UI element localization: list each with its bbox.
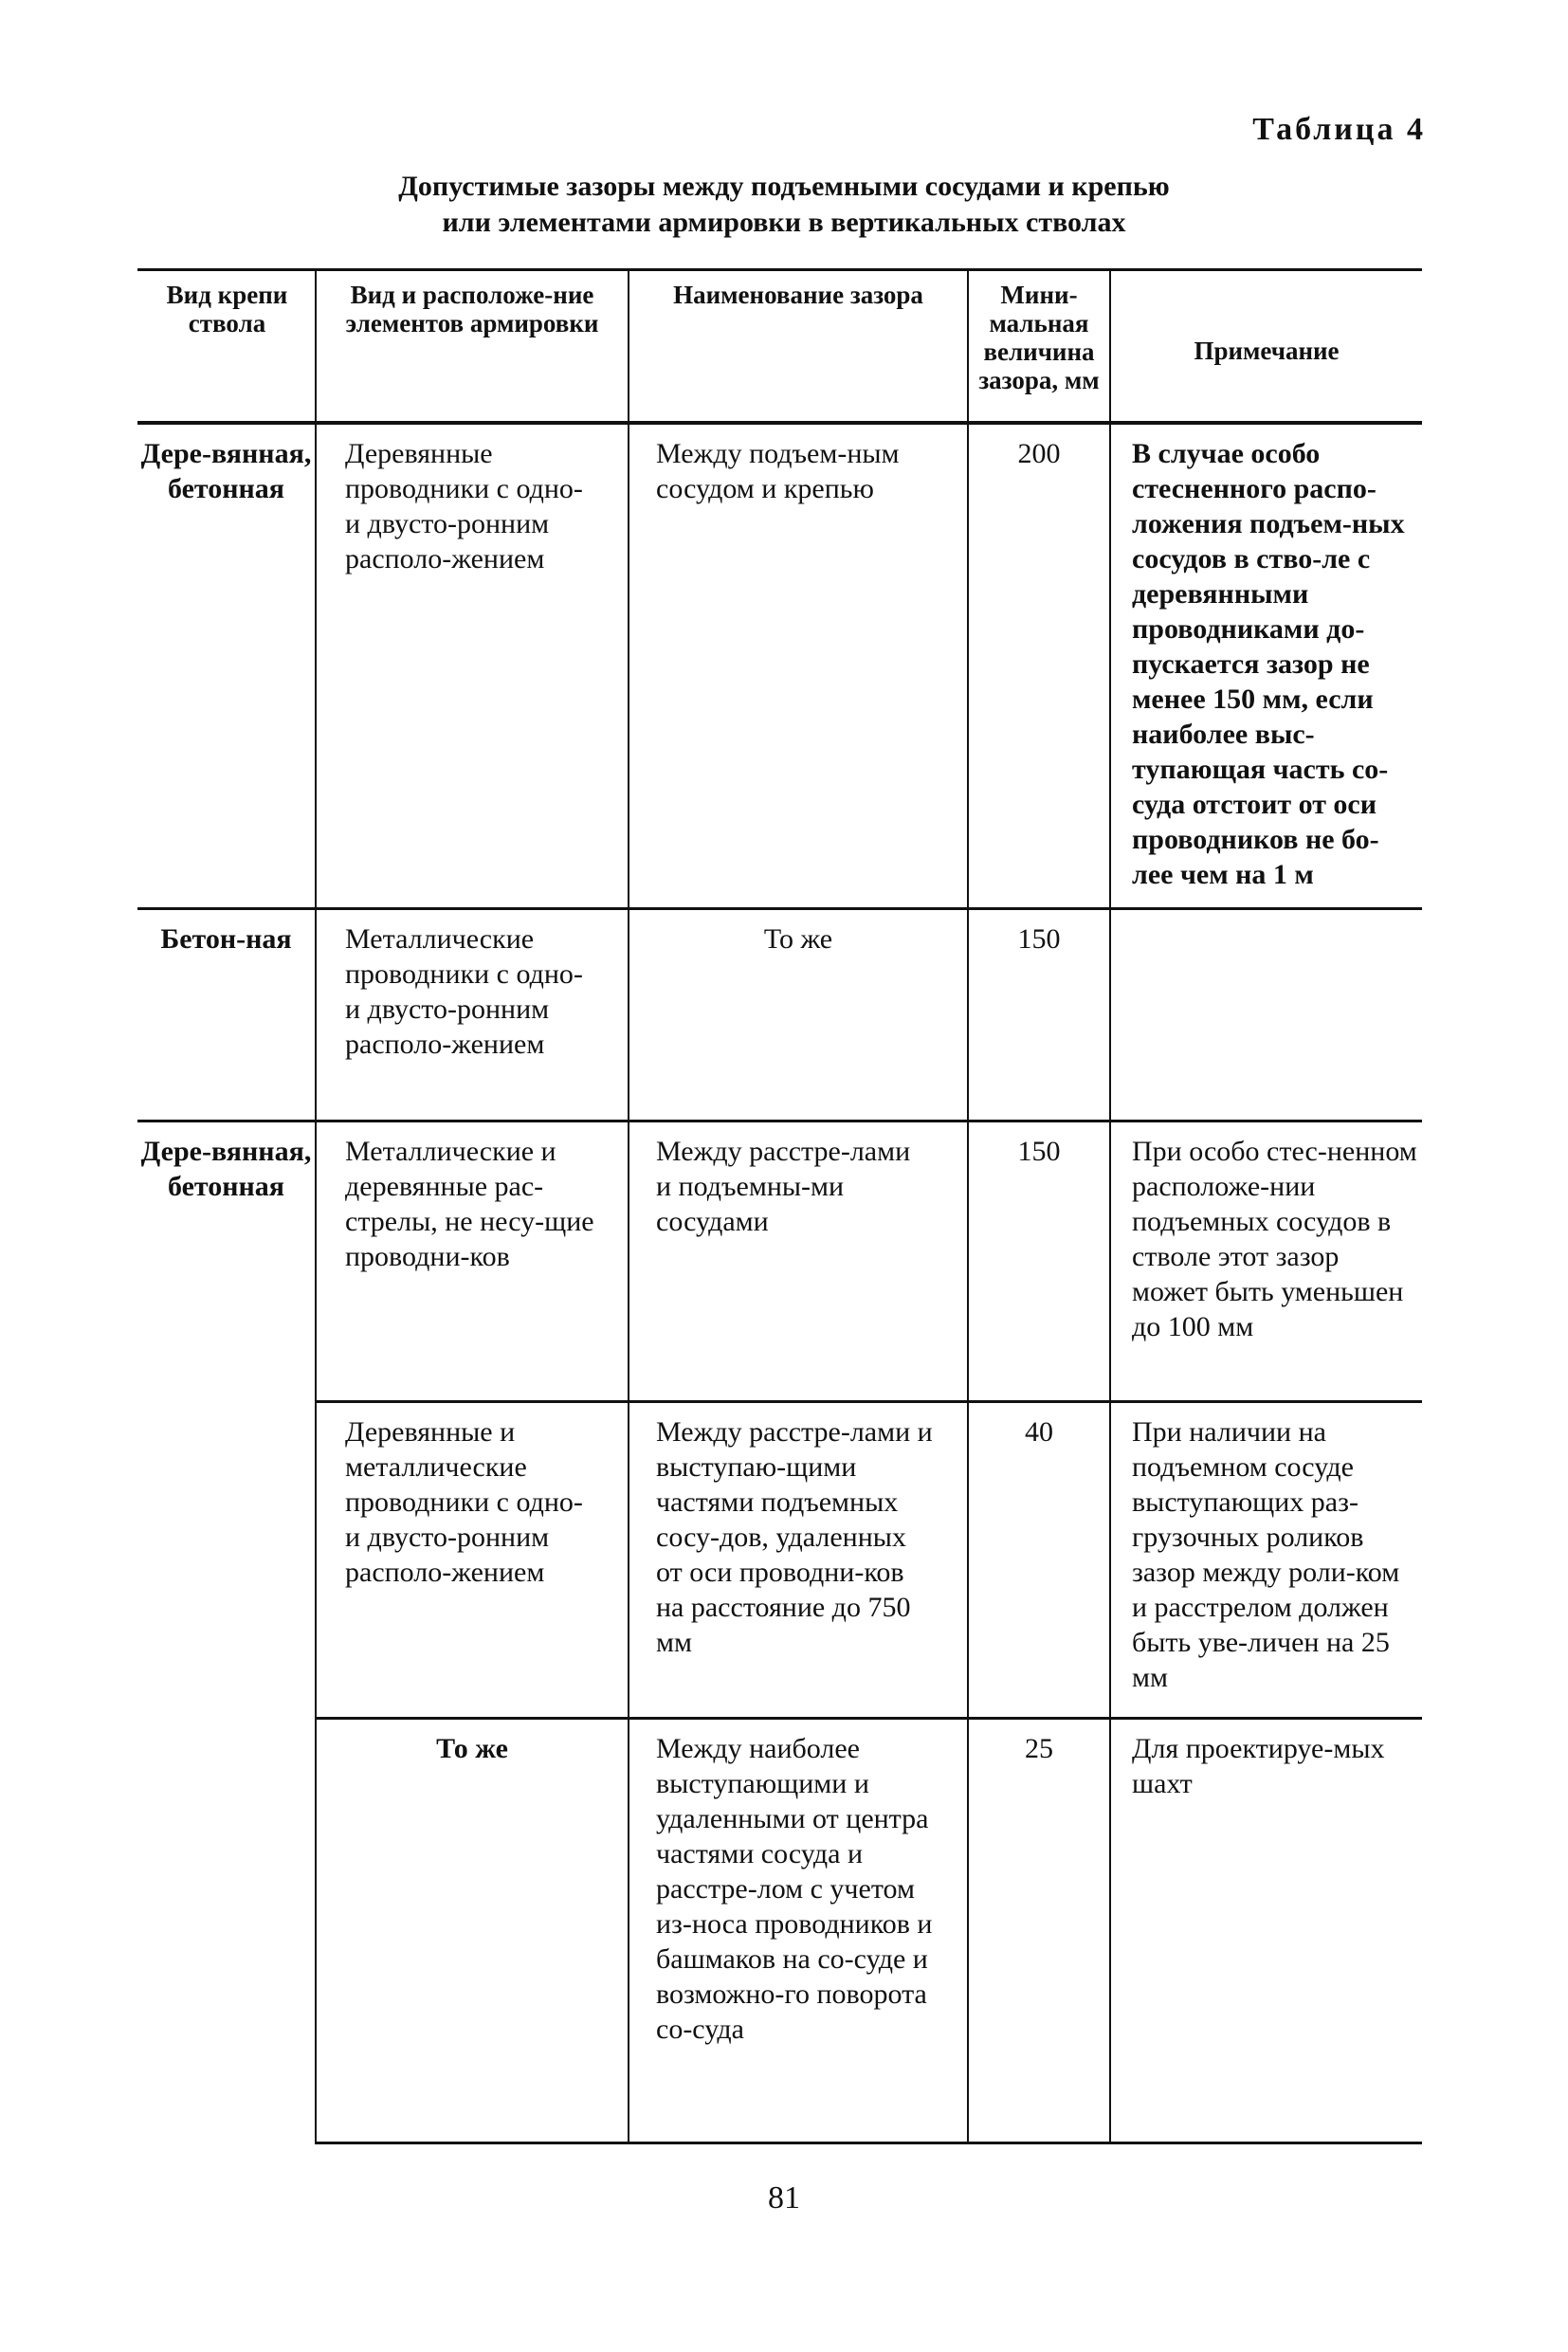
- header-gap-name: Наименование зазора: [629, 270, 968, 424]
- table-row: [137, 1121, 1422, 1401]
- cell-min-gap: 150: [968, 908, 1110, 1121]
- clearance-table: [137, 268, 1422, 2144]
- table-label: Таблица 4: [1252, 112, 1426, 147]
- title-line-1: Допустимые зазоры между подъемными сосудами и крепью: [398, 171, 1170, 202]
- page-number: 81: [768, 2180, 800, 2215]
- table-row: [137, 1401, 1422, 1718]
- header-shaft-support: Вид крепи ствола: [137, 270, 316, 424]
- cell-note: Для проектируе-мых шахт: [1110, 1718, 1422, 2142]
- cell-note: В случае особо стесненного распо-ложения подъем-ных сосудов в ство-ле с деревянными проводниками до-пускается зазор не менее 150 мм, если наиболее выс-тупающая часть со-суда отстоит от оси проводников не бо-лее чем на 1 м: [1110, 423, 1422, 908]
- cell-shaft-support: Бетон-ная: [137, 908, 316, 1121]
- table-row: [137, 423, 1422, 908]
- cell-armature-elements: Деревянные и металлические проводники с одно- и двусто-ронним располо-жением: [316, 1401, 629, 1718]
- cell-note: [1110, 908, 1422, 1121]
- cell-min-gap: 40: [968, 1401, 1110, 1718]
- header-note: Примечание: [1110, 270, 1422, 424]
- cell-gap-name: Между расстре-лами и выступаю-щими частями подъемных сосу-дов, удаленных от оси проводни-ков на расстояние до 750 мм: [629, 1401, 968, 1718]
- header-armature-elements: Вид и расположе-ние элементов армировки: [316, 270, 629, 424]
- cell-shaft-support: Дере-вянная, бетонная: [140, 1135, 312, 1202]
- cell-gap-name: Между расстре-лами и подъемны-ми сосудами: [629, 1121, 968, 1401]
- cell-min-gap: 150: [968, 1121, 1110, 1401]
- cell-gap-name: Между наиболее выступающими и удаленными от центра частями сосуда и расстре-лом с учетом из-носа проводников и башмаков на со-суде и возможно-го поворота со-суда: [629, 1718, 968, 2142]
- cell-armature-elements: Металлические и деревянные рас-стрелы, не несу-щие проводни-ков: [316, 1121, 629, 1401]
- cell-gap-name: То же: [629, 908, 968, 1121]
- cell-shaft-support: Дере-вянная, бетонная: [137, 423, 316, 908]
- table-row: [137, 908, 1422, 1121]
- cell-armature-elements: То же: [316, 1718, 629, 2142]
- cell-armature-elements: Металлические проводники с одно- и двусто-ронним располо-жением: [316, 908, 629, 1121]
- cell-min-gap: 200: [968, 423, 1110, 908]
- cell-gap-name: Между подъем-ным сосудом и крепью: [629, 423, 968, 908]
- cell-note: При особо стес-ненном расположе-нии подъемных сосудов в стволе этот зазор может быть уменьшен до 100 мм: [1110, 1121, 1422, 1401]
- cell-min-gap: 25: [968, 1718, 1110, 2142]
- header-row: [137, 270, 1422, 424]
- header-min-gap: Мини-мальная величина зазора, мм: [968, 270, 1110, 424]
- cell-note: При наличии на подъемном сосуде выступающих раз-грузочных роликов зазор между роли-ком и расстрелом должен быть уве-личен на 25 мм: [1110, 1401, 1422, 1718]
- cell-armature-elements: Деревянные проводники с одно- и двусто-ронним располо-жением: [316, 423, 629, 908]
- table-title: [0, 169, 1568, 241]
- title-line-2: или элементами армировки в вертикальных стволах: [442, 207, 1126, 238]
- table-row: [137, 1718, 1422, 2142]
